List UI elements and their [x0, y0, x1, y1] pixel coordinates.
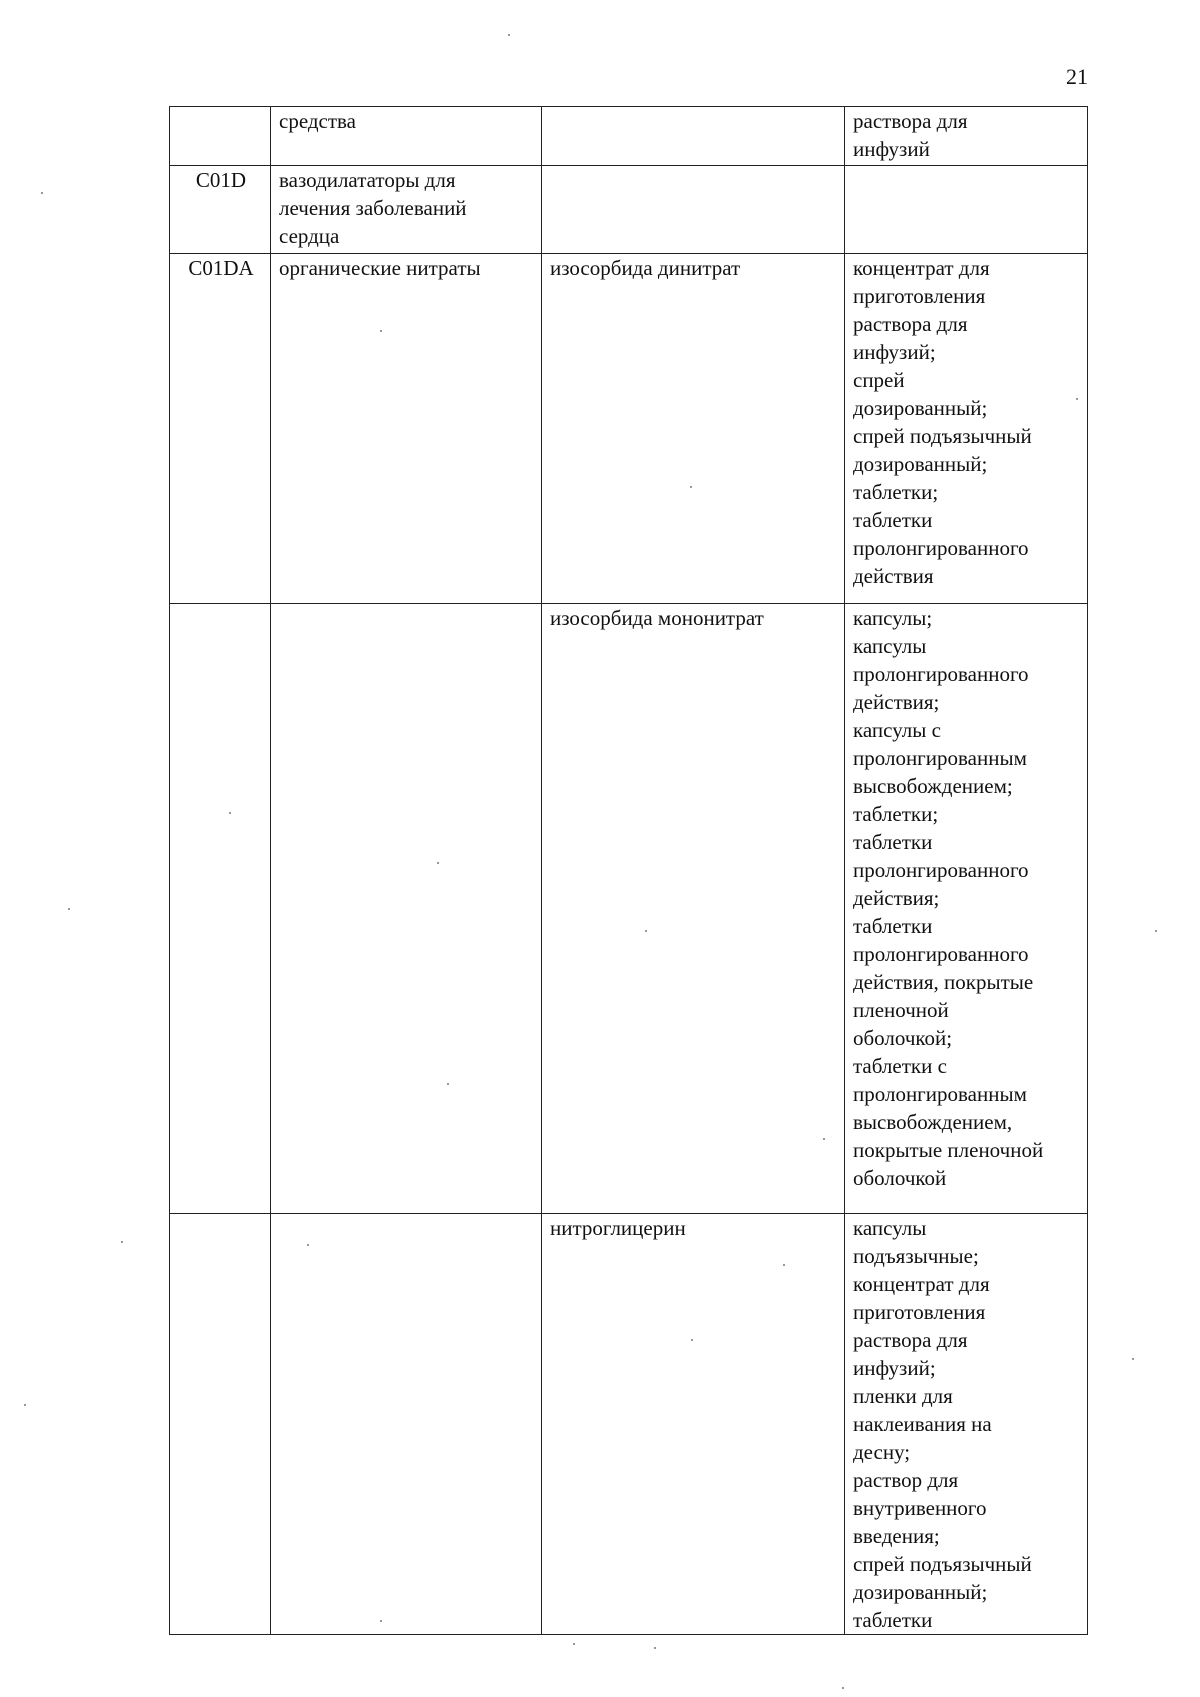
group-cell [271, 166, 542, 254]
cell-line: таблетки с [853, 1054, 947, 1078]
cell-line: пленки для [853, 1384, 953, 1408]
scan-speck [654, 1647, 656, 1649]
cell-line: пролонгированного [853, 662, 1029, 686]
scan-speck [690, 486, 692, 488]
table-row [170, 107, 1088, 166]
cell-line: пролонгированного [853, 536, 1029, 560]
cell-line: действия, покрытые [853, 970, 1034, 994]
dosage-forms-cell [845, 1214, 1088, 1635]
scan-speck [1132, 1358, 1134, 1360]
drug-name-cell [542, 107, 845, 166]
cell-line: таблетки [853, 1608, 933, 1632]
page-number: 21 [1066, 64, 1088, 89]
cell-line: сердца [279, 224, 340, 248]
cell-line: органические нитраты [279, 256, 481, 280]
cell-line: изосорбида динитрат [550, 256, 741, 280]
scan-speck [41, 192, 43, 194]
cell-line: спрей подъязычный [853, 424, 1032, 448]
cell-line: нитроглицерин [550, 1216, 686, 1240]
cell-line: дозированный; [853, 452, 988, 476]
cell-line: покрытые пленочной [853, 1138, 1044, 1162]
cell-line: наклеивания на [853, 1412, 992, 1436]
scan-speck [68, 908, 70, 910]
drug-name-cell [542, 1214, 845, 1635]
cell-line: оболочкой [853, 1166, 947, 1190]
cell-line: пролонгированным [853, 746, 1027, 770]
cell-line: таблетки [853, 914, 933, 938]
scan-speck [573, 1643, 575, 1645]
scan-speck [842, 1687, 844, 1689]
cell-line: таблетки [853, 508, 933, 532]
scan-speck [447, 1083, 449, 1085]
atc-code-cell: C01DA [170, 254, 271, 604]
cell-line: таблетки; [853, 802, 939, 826]
dosage-forms-cell [845, 166, 1088, 254]
cell-line: таблетки [853, 830, 933, 854]
cell-line: инфузий; [853, 340, 936, 364]
scan-speck [121, 1241, 123, 1243]
table-row [170, 166, 1088, 254]
dosage-forms-cell [845, 604, 1088, 1214]
cell-line: пролонгированным [853, 1082, 1027, 1106]
cell-line: дозированный; [853, 396, 988, 420]
cell-line: десну; [853, 1440, 911, 1464]
cell-line: высвобождением; [853, 774, 1013, 798]
cell-line: приготовления [853, 1300, 986, 1324]
scan-speck [229, 812, 231, 814]
scan-speck [645, 930, 647, 932]
drug-name-cell [542, 166, 845, 254]
cell-line: дозированный; [853, 1580, 988, 1604]
scan-speck [307, 1244, 309, 1246]
scan-speck [783, 1264, 785, 1266]
cell-line: действия; [853, 690, 940, 714]
cell-line: внутривенного [853, 1496, 987, 1520]
group-cell [271, 1214, 542, 1635]
cell-line: действия [853, 564, 934, 588]
table-row [170, 254, 1088, 604]
cell-line: спрей [853, 368, 905, 392]
group-cell [271, 107, 542, 166]
cell-line: инфузий; [853, 1356, 936, 1380]
cell-line: вазодилататоры для [279, 168, 456, 192]
cell-line: лечения заболеваний [279, 196, 467, 220]
scan-speck [380, 330, 382, 332]
scan-speck [1076, 398, 1078, 400]
cell-line: оболочкой; [853, 1026, 953, 1050]
cell-line: действия; [853, 886, 940, 910]
table-row [170, 604, 1088, 1214]
scan-speck [24, 1404, 26, 1406]
dosage-forms-cell [845, 107, 1088, 166]
atc-code-cell [170, 1214, 271, 1635]
cell-line: введения; [853, 1524, 940, 1548]
scan-speck [437, 862, 439, 864]
cell-line: капсулы; [853, 606, 933, 630]
dosage-forms-cell [845, 254, 1088, 604]
group-cell [271, 604, 542, 1214]
cell-line: капсулы с [853, 718, 941, 742]
scan-speck [823, 1138, 825, 1140]
cell-line: раствор для [853, 1468, 959, 1492]
cell-line: раствора для [853, 109, 968, 133]
cell-line: пролонгированного [853, 942, 1029, 966]
medication-table [169, 106, 1088, 1635]
scan-speck [380, 1620, 382, 1622]
scan-speck [508, 34, 510, 36]
scan-speck [1155, 930, 1157, 932]
cell-line: спрей подъязычный [853, 1552, 1032, 1576]
cell-line: пленочной [853, 998, 949, 1022]
cell-line: инфузий [853, 137, 930, 161]
cell-line: высвобождением, [853, 1110, 1013, 1134]
cell-line: раствора для [853, 312, 968, 336]
cell-line: подъязычные; [853, 1244, 979, 1268]
atc-code-cell [170, 107, 271, 166]
cell-line: концентрат для [853, 1272, 990, 1296]
cell-line: концентрат для [853, 256, 990, 280]
cell-line: таблетки; [853, 480, 939, 504]
cell-line: капсулы [853, 1216, 927, 1240]
cell-line: раствора для [853, 1328, 968, 1352]
atc-code-cell: C01D [170, 166, 271, 254]
drug-name-cell [542, 254, 845, 604]
atc-code-cell [170, 604, 271, 1214]
cell-line: изосорбида мононитрат [550, 606, 764, 630]
cell-line: средства [279, 109, 357, 133]
drug-name-cell [542, 604, 845, 1214]
cell-line: пролонгированного [853, 858, 1029, 882]
cell-line: приготовления [853, 284, 986, 308]
cell-line: капсулы [853, 634, 927, 658]
scan-speck [691, 1339, 693, 1341]
group-cell [271, 254, 542, 604]
table-row [170, 1214, 1088, 1635]
